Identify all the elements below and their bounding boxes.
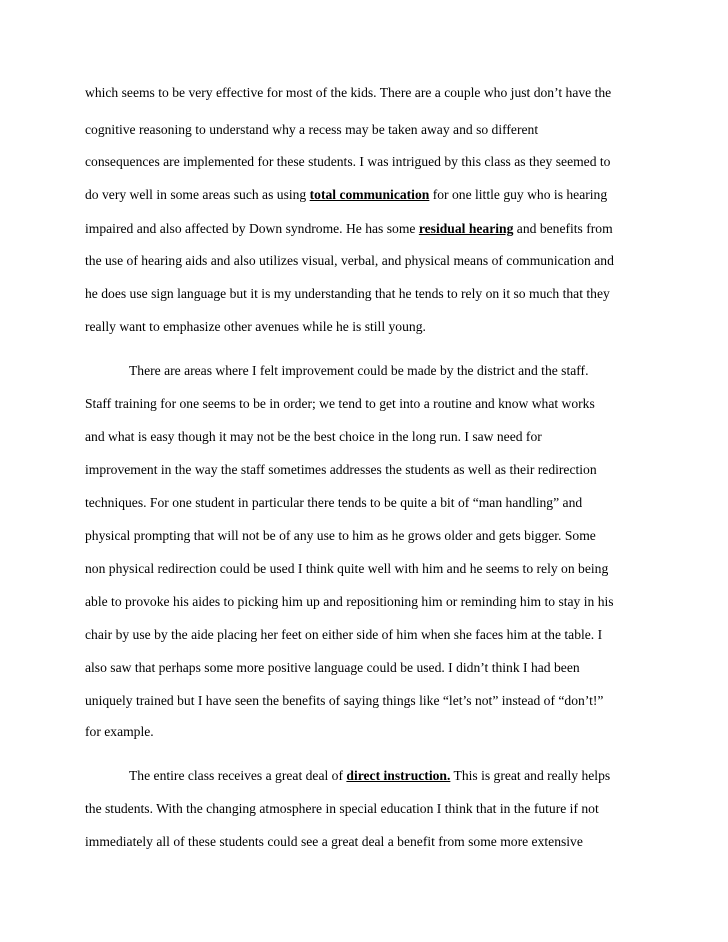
text-line: for example. — [85, 724, 154, 739]
text-line: improvement in the way the staff sometimes addresses the students as well as their redirection — [85, 462, 597, 477]
paragraph-first-line — [129, 768, 610, 784]
text-line: also saw that perhaps some more positive language could be used. I didn’t think I had been — [85, 660, 580, 675]
text-segment: impaired and also affected by Down syndrome. He has some — [85, 221, 419, 236]
text-line: which seems to be very effective for most of the kids. There are a couple who just don’t have the — [85, 85, 612, 100]
text-line: the students. With the changing atmosphere in special education I think that in the future if not — [85, 801, 599, 816]
text-line: immediately all of these students could see a great deal a benefit from some more extensive — [85, 834, 583, 849]
paragraph-first-line: There are areas where I felt improvement could be made by the district and the staff. — [129, 363, 589, 378]
text-line: he does use sign language but it is my understanding that he tends to rely on it so much that they — [85, 286, 610, 301]
text-segment: for one little guy who is hearing — [429, 187, 608, 202]
text-line: cognitive reasoning to understand why a recess may be taken away and so different — [85, 122, 539, 137]
text-line: the use of hearing aids and also utilizes visual, verbal, and physical means of communication and — [85, 253, 614, 268]
text-segment: do very well in some areas such as using — [85, 187, 310, 202]
text-line: uniquely trained but I have seen the benefits of saying things like “let’s not” instead of “don’t!” — [85, 693, 604, 708]
text-line — [85, 187, 607, 203]
text-line: chair by use by the aide placing her feet on either side of him when she faces him at the table. I — [85, 627, 603, 642]
text-line: and what is easy though it may not be the best choice in the long run. I saw need for — [85, 429, 542, 444]
text-line: Staff training for one seems to be in order; we tend to get into a routine and know what works — [85, 396, 595, 411]
text-segment: The entire class receives a great deal of — [129, 768, 347, 783]
text-segment: and benefits from — [513, 221, 613, 236]
key-term-total-communication: total communication — [309, 187, 430, 202]
text-line: able to provoke his aides to picking him up and repositioning him or reminding him to stay in his — [85, 594, 614, 609]
text-line: techniques. For one student in particular there tends to be quite a bit of “man handling” and — [85, 495, 583, 510]
text-line: non physical redirection could be used I think quite well with him and he seems to rely on being — [85, 561, 609, 576]
text-line: consequences are implemented for these students. I was intrigued by this class as they seemed to — [85, 154, 611, 169]
key-term-residual-hearing: residual hearing — [418, 221, 514, 236]
text-line: physical prompting that will not be of any use to him as he grows older and gets bigger. Some — [85, 528, 596, 543]
text-segment: This is great and really helps — [450, 768, 611, 783]
text-line — [85, 221, 613, 237]
text-line: really want to emphasize other avenues while he is still young. — [85, 319, 426, 334]
key-term-direct-instruction: direct instruction. — [346, 768, 451, 783]
